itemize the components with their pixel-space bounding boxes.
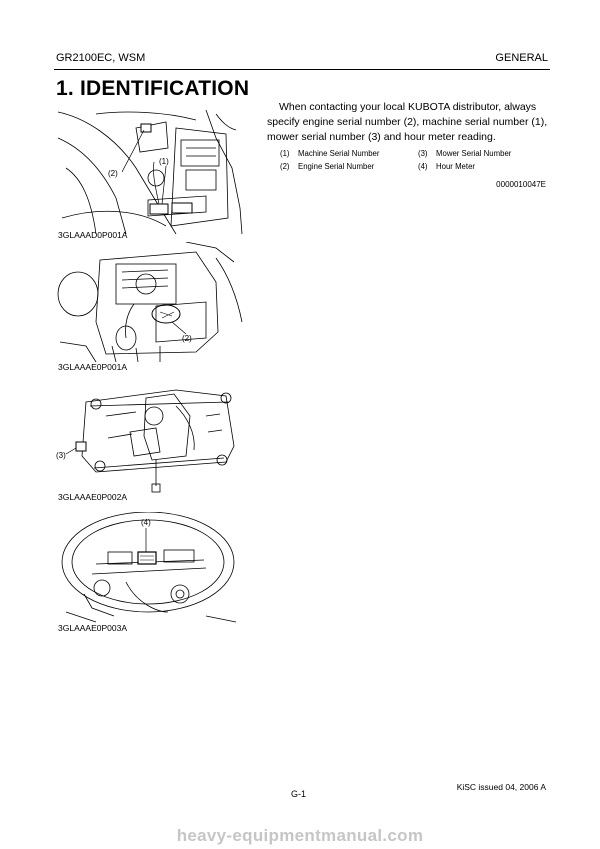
legend-item: (1) Machine Serial Number	[280, 149, 380, 158]
document-code: 0000010047E	[496, 180, 546, 189]
figure-caption: 3GLAAAE0P002A	[58, 492, 127, 502]
figure-caption: 3GLAAAE0P003A	[58, 623, 127, 633]
callout-3: (3)	[56, 451, 66, 460]
legend-item: (2) Engine Serial Number	[280, 162, 375, 171]
figure-engine-serial	[56, 242, 246, 364]
callout-2: (2)	[108, 169, 118, 178]
section-title: 1. IDENTIFICATION	[56, 77, 250, 100]
issue-info: KiSC issued 04, 2006 A	[456, 782, 546, 792]
header-model: GR2100EC, WSM	[56, 52, 146, 64]
header-rule	[54, 69, 550, 70]
callout-1: (1)	[159, 157, 169, 166]
header-section: GENERAL	[495, 52, 548, 64]
page-number: G-1	[291, 789, 307, 799]
callout-2: (2)	[182, 334, 192, 343]
figure-hour-meter	[56, 512, 246, 624]
legend-item: (4) Hour Meter	[418, 162, 475, 171]
watermark: heavy-equipmentmanual.com	[176, 826, 424, 845]
legend-item: (3) Mower Serial Number	[418, 149, 512, 158]
intro-text: When contacting your local KUBOTA distributor, always specify engine serial number (2), machine serial number (1), mower serial number (3) and hour meter reading.	[267, 101, 548, 143]
figure-caption: 3GLAAAD0P001A	[58, 230, 128, 240]
callout-4: (4)	[141, 518, 151, 527]
figure-caption: 3GLAAAE0P001A	[58, 362, 127, 372]
figure-mower-serial	[56, 376, 246, 494]
figure-machine-serial	[56, 108, 246, 236]
intro-paragraph	[267, 100, 557, 145]
